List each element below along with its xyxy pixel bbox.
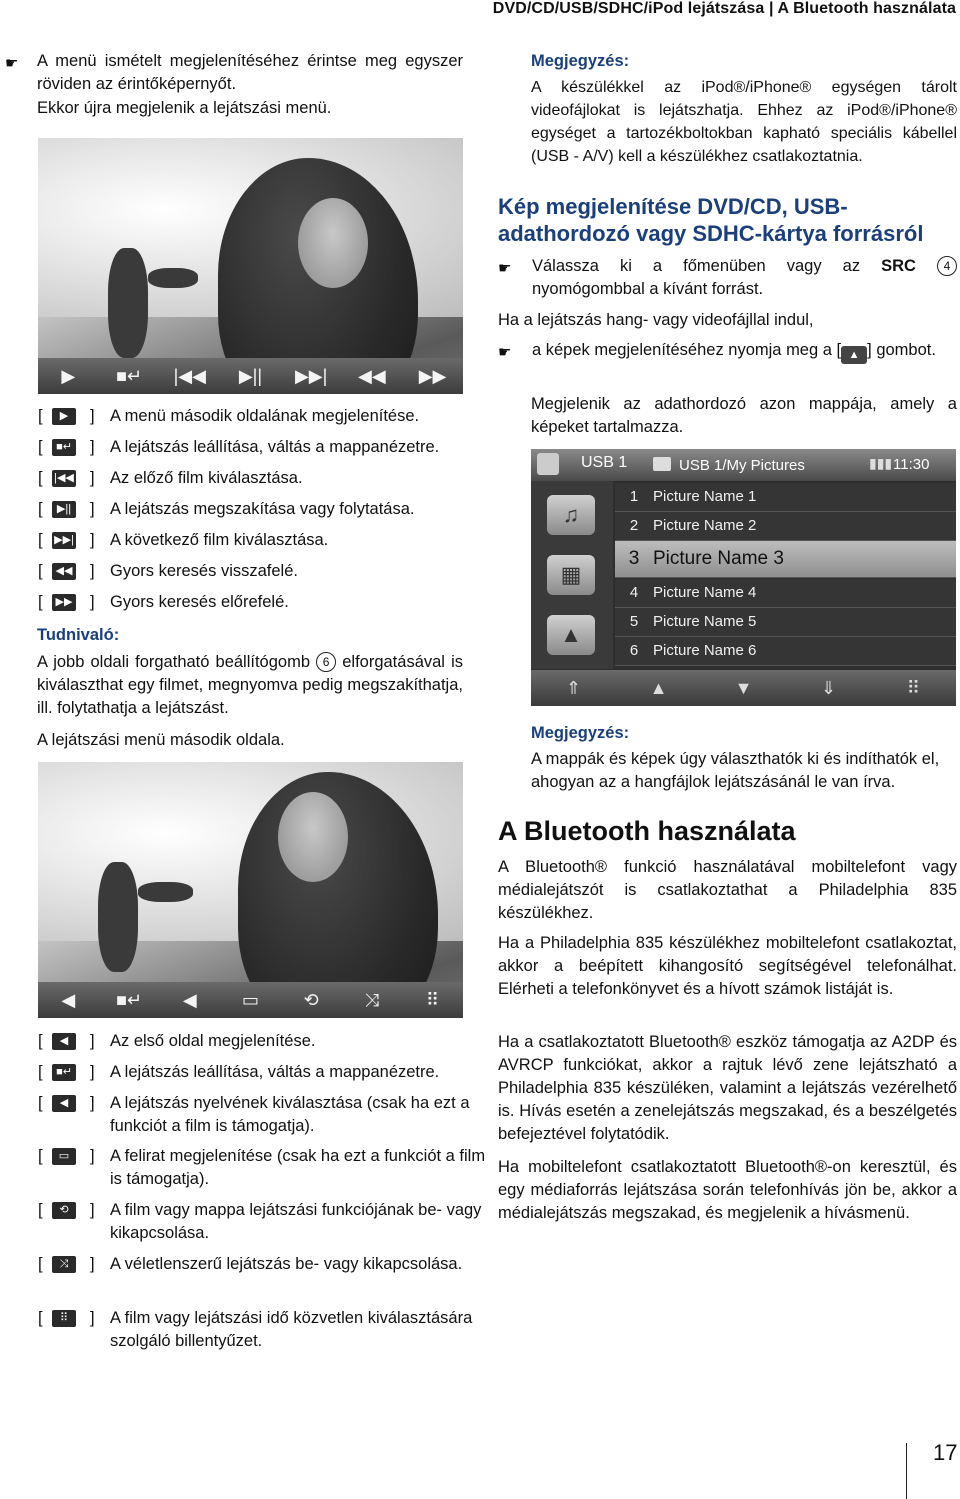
picture-list-item[interactable] (615, 579, 956, 608)
video-screenshot-page2 (38, 762, 463, 1018)
bluetooth-heading: A Bluetooth használata (498, 816, 796, 846)
bracket-close: ] (90, 1032, 95, 1050)
keypad-icon: ⠿ (52, 1310, 76, 1327)
picture-name: Picture Name 6 (653, 642, 757, 659)
bullet-picture (498, 339, 957, 364)
page-up-icon[interactable]: ⇑ (565, 677, 582, 698)
picture-list-item[interactable] (615, 637, 956, 666)
keypad-button[interactable]: ⠿ (425, 990, 440, 1010)
bracket-open: [ (38, 500, 43, 518)
next-page-button[interactable]: ▶ (61, 366, 76, 386)
bracket-open: [ (38, 1201, 43, 1219)
stop-folder-button-2[interactable]: ■↵ (116, 990, 143, 1010)
shuffle-button[interactable]: ⤨ (364, 990, 380, 1010)
music-note-icon[interactable]: ♫ (547, 495, 595, 535)
bullet-source-text (498, 255, 957, 301)
picture-button-bracket-close: ] (867, 341, 872, 359)
pointing-hand-icon: ☛ (498, 260, 512, 277)
menu2-desc: A film vagy mappa lejátszási funkciójának be- vagy kikapcsolása. (110, 1201, 482, 1242)
picture-button-bracket: [ (836, 341, 842, 359)
usb-top-bar (531, 449, 956, 481)
bracket-close: ] (90, 562, 95, 580)
bracket-close: ] (90, 1147, 95, 1165)
menu1-desc: Gyors keresés előrefelé. (110, 593, 289, 611)
usb-path: USB 1/My Pictures (679, 457, 805, 474)
picture-name: Picture Name 4 (653, 584, 757, 601)
if-line: Ha a lejátszás hang- vagy videofájllal indul, (498, 311, 814, 329)
bracket-close: ] (90, 1094, 95, 1112)
speaker-icon: ◀ (52, 1095, 76, 1112)
note2-text: A mappák és képek úgy választhatók ki és indíthatók el, ahogyan az a hangfájlok lejátszásánál le van írva. (531, 750, 940, 791)
menu2-desc: A véletlenszerű lejátszás be- vagy kikapcsolása. (110, 1255, 463, 1273)
menu1-desc: A menü második oldalának megjelenítése. (110, 407, 420, 425)
bullet-picture-text (498, 339, 957, 364)
bullet-source-a: Válassza ki a főmenüben vagy az (532, 257, 861, 275)
menu2-desc: A lejátszás leállítása, váltás a mappanézetre. (110, 1063, 440, 1081)
rewind-icon: ◀◀ (52, 563, 76, 580)
previous-track-button[interactable]: |◀◀ (173, 366, 206, 386)
stop-folder-icon: ■↵ (52, 439, 76, 456)
subtitle-button[interactable]: ▭ (241, 990, 259, 1010)
bracket-open: [ (38, 1094, 43, 1112)
pointing-hand-icon: ☛ (5, 55, 19, 72)
bracket-open: [ (38, 562, 43, 580)
playback-control-bar-2 (38, 982, 463, 1018)
pictures-icon[interactable]: ▲ (547, 615, 595, 655)
bracket-close: ] (90, 1201, 95, 1219)
arrow-down-icon[interactable]: ▼ (734, 677, 753, 698)
bluetooth-p2: Ha a Philadelphia 835 készülékhez mobiltelefont csatlakoztat, akkor a beépített kihangosító segítségével telefonálhat. Elérheti a telefonkönyvet és a hívott számok listáját is. (498, 934, 957, 998)
picture-name: Picture Name 2 (653, 517, 757, 534)
bracket-open: [ (38, 1032, 43, 1050)
src-number: 4 (937, 256, 957, 276)
menu1-desc: A lejátszás megszakítása vagy folytatása. (110, 500, 415, 518)
menu2-desc: A film vagy lejátszási idő közvetlen kiválasztására szolgáló billentyűzet. (110, 1309, 473, 1350)
pointing-hand-icon: ☛ (498, 344, 512, 361)
bracket-close: ] (90, 593, 95, 611)
first-page-icon: ◀ (52, 1033, 76, 1050)
previous-track-icon: |◀◀ (52, 470, 76, 487)
bracket-open: [ (38, 407, 43, 425)
stop-folder-button[interactable]: ■↵ (116, 366, 143, 386)
bracket-open: [ (38, 1147, 43, 1165)
first-page-button[interactable]: ◀ (61, 990, 76, 1010)
note-text-b: elforgatásával is kiválaszthat egy filmet, megnyomva pedig megszakíthatja, ill. folytathatja a lejátszást. (37, 653, 463, 717)
next-page-icon: ▶ (52, 408, 76, 425)
note-text-a: A jobb oldali forgatható beállítógomb (37, 653, 311, 671)
note1-title: Megjegyzés: (531, 52, 630, 70)
bracket-close: ] (90, 1063, 95, 1081)
repeat-button[interactable]: ⟲ (303, 990, 319, 1010)
next-track-button[interactable]: ▶▶| (294, 366, 328, 386)
bluetooth-p4: Ha mobiltelefont csatlakoztatott Bluetooth®-on keresztül, és egy médiaforrás lejátszása során telefonhívás jön be, akkor a médialejátszás megszakad, és megjelenik a hívásmenü. (498, 1158, 957, 1222)
picture-number: 1 (629, 488, 639, 505)
picture-number: 3 (628, 548, 640, 569)
arrow-up-icon[interactable]: ▲ (649, 677, 668, 698)
keypad-icon[interactable]: ⠿ (906, 677, 921, 698)
video-screenshot-page1 (38, 138, 463, 394)
bracket-open: [ (38, 469, 43, 487)
repeat-icon: ⟲ (52, 1202, 76, 1219)
bracket-close: ] (90, 1255, 95, 1273)
picture-name: Picture Name 5 (653, 613, 757, 630)
note-text (37, 651, 463, 720)
fast-forward-icon: ▶▶ (52, 594, 76, 611)
audio-language-button[interactable]: ◀ (182, 990, 197, 1010)
usb-drive-icon (653, 457, 671, 471)
bracket-open: [ (38, 593, 43, 611)
picture-list-item[interactable] (615, 483, 956, 512)
playback-control-bar (38, 358, 463, 394)
menu2-desc: Az első oldal megjelenítése. (110, 1032, 316, 1050)
picture-mode-icon: ▲ (841, 346, 867, 364)
bracket-close: ] (90, 500, 95, 518)
bullet-picture-b: gombot. (876, 341, 936, 359)
src-label: SRC (881, 257, 916, 275)
knob-number: 6 (316, 652, 336, 672)
folder-text: Megjelenik az adathordozó azon mappája, amely a képeket tartalmazza. (531, 395, 957, 436)
clock-time: 11:30 (893, 456, 930, 473)
bracket-close: ] (90, 438, 95, 456)
bracket-open: [ (38, 438, 43, 456)
picture-number: 6 (629, 642, 639, 659)
intro-bullet-text: A menü ismételt megjelenítéséhez érintse meg egyszer röviden az érintőképernyőt. (37, 52, 463, 93)
bullet-picture-a: a képek megjelenítéséhez nyomja meg a (532, 341, 832, 359)
picture-list-item[interactable] (615, 541, 956, 578)
picture-list-item[interactable] (615, 608, 956, 637)
intro-bullet (5, 50, 463, 100)
subtitle-icon: ▭ (52, 1148, 76, 1165)
bluetooth-p1: A Bluetooth® funkció használatával mobiltelefont vagy médialejátszót is csatlakoztathat a Philadelphia 835 készülékhez. (498, 858, 957, 922)
play-pause-icon: ▶|| (52, 501, 76, 518)
second-page-title: A lejátszási menü második oldala. (37, 731, 285, 749)
next-track-icon: ▶▶| (52, 532, 76, 549)
equalizer-icon: ▮▮▮ (869, 455, 893, 471)
bracket-open: [ (38, 531, 43, 549)
bracket-close: ] (90, 407, 95, 425)
bracket-close: ] (90, 1309, 95, 1327)
clapperboard-icon[interactable]: ▦ (547, 555, 595, 595)
usb-side-bar (531, 481, 613, 669)
note-title: Tudnivaló: (37, 626, 120, 644)
menu1-desc: Gyors keresés visszafelé. (110, 562, 298, 580)
fast-forward-button[interactable]: ▶▶ (418, 366, 447, 386)
usb-picture-browser (531, 449, 956, 706)
usb-bottom-bar (531, 670, 956, 706)
heading-line-2: adathordozó vagy SDHC-kártya forrásról (498, 221, 924, 246)
intro-line: Ekkor újra megjelenik a lejátszási menü. (37, 99, 332, 117)
bracket-open: [ (38, 1255, 43, 1273)
picture-number: 4 (629, 584, 639, 601)
bracket-close: ] (90, 531, 95, 549)
picture-name: Picture Name 1 (653, 488, 757, 505)
play-pause-button[interactable]: ▶|| (238, 366, 263, 386)
section-heading-images (498, 193, 923, 247)
stop-folder-icon: ■↵ (52, 1064, 76, 1081)
picture-name: Picture Name 3 (653, 548, 784, 569)
bullet-source (498, 255, 957, 301)
menu1-desc: Az előző film kiválasztása. (110, 469, 303, 487)
bracket-close: ] (90, 469, 95, 487)
bluetooth-p3: Ha a csatlakoztatott Bluetooth® eszköz támogatja az A2DP és AVRCP funkciókat, akkor a rajtuk lévő zene lejátszható a Philadelphia 835 készüléken, valamint a lejátszás vezérelhető is. Hívás esetén a zenelejátszás megszakad, és a beszélgetés befejeztével folytatódik. (498, 1033, 957, 1143)
page-number-rule (906, 1443, 907, 1499)
menu1-desc: A lejátszás leállítása, váltás a mappanézetre. (110, 438, 440, 456)
page-header: DVD/CD/USB/SDHC/iPod lejátszása | A Bluetooth használata (492, 0, 956, 17)
menu2-desc: A lejátszás nyelvének kiválasztása (csak ha ezt a funkciót a film is támogatja). (110, 1094, 470, 1135)
bullet-source-b: nyomógombbal a kívánt forrást. (532, 280, 764, 298)
usb-source-label: USB 1 (581, 454, 628, 471)
heading-line-1: Kép megjelenítése DVD/CD, USB- (498, 194, 848, 219)
page-down-icon[interactable]: ⇓ (820, 677, 837, 698)
home-icon[interactable] (537, 453, 559, 475)
page-number: 17 (933, 1440, 958, 1465)
note1-text: A készülékkel az iPod®/iPhone® egységen tárolt videofájlokat is lejátszhatja. Ehhez az iPod®/iPhone® egységet a tartozékboltokban kapható speciális kábellel (USB - A/V) kell a készülékhez csatlakoztatnia. (531, 79, 957, 165)
shuffle-icon: ⤨ (52, 1256, 76, 1273)
bracket-open: [ (38, 1063, 43, 1081)
picture-list-item[interactable] (615, 512, 956, 541)
picture-number: 2 (629, 517, 639, 534)
menu2-desc: A felirat megjelenítése (csak ha ezt a funkciót a film is támogatja). (110, 1147, 486, 1188)
bracket-open: [ (38, 1309, 43, 1327)
rewind-button[interactable]: ◀◀ (358, 366, 386, 386)
menu1-desc: A következő film kiválasztása. (110, 531, 329, 549)
note2-title: Megjegyzés: (531, 724, 630, 742)
picture-number: 5 (629, 613, 639, 630)
